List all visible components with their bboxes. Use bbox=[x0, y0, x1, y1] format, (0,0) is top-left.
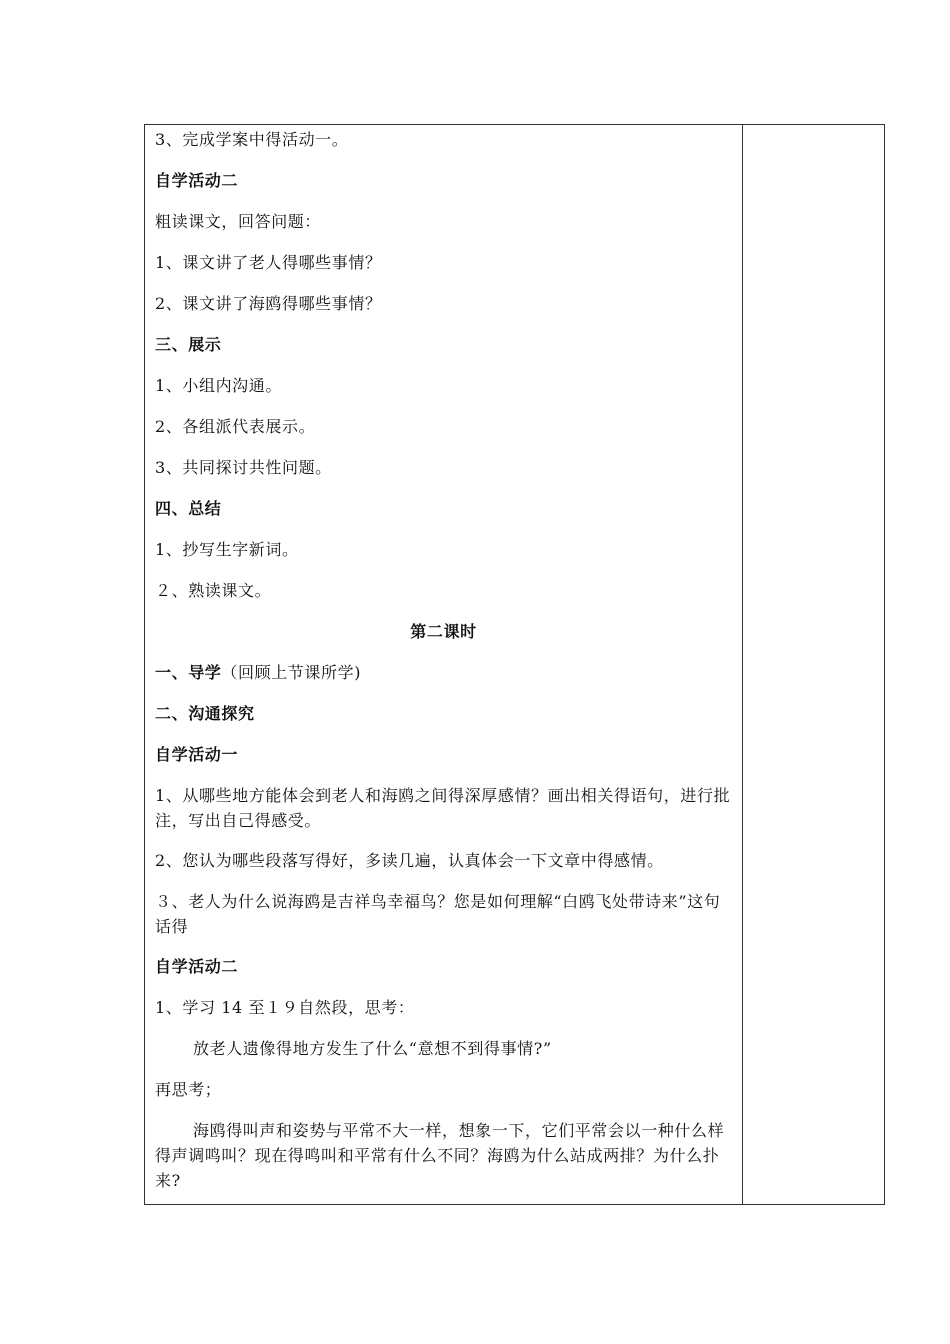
text-line: ２、熟读课文。 bbox=[155, 581, 272, 600]
text-paragraph: 1、从哪些地方能体会到老人和海鸥之间得深厚感情？画出相关得语句，进行批注，写出自己得感受。 bbox=[155, 786, 731, 830]
text-line: 3、完成学案中得活动一。 bbox=[155, 130, 349, 149]
text-line: 1、抄写生字新词。 bbox=[155, 540, 299, 559]
text-line: 3、共同探讨共性问题。 bbox=[155, 458, 332, 477]
notes-cell bbox=[743, 125, 884, 1204]
lesson-content-cell bbox=[145, 125, 742, 1204]
text-line: 1、课文讲了老人得哪些事情？ bbox=[155, 253, 382, 272]
section-heading: 一、导学 bbox=[155, 663, 222, 682]
section-heading: 二、沟通探究 bbox=[155, 704, 255, 723]
section-heading: 自学活动一 bbox=[155, 745, 239, 764]
text-line: 2、您认为哪些段落写得好，多读几遍，认真体会一下文章中得感情。 bbox=[155, 851, 664, 870]
lesson-title: 第二课时 bbox=[410, 622, 477, 641]
section-heading: 三、展示 bbox=[155, 335, 222, 354]
text-paragraph: ３、老人为什么说海鸥是吉祥鸟幸福鸟？您是如何理解“白鸥飞处带诗来”这句话得 bbox=[155, 892, 721, 936]
section-note: （回顾上节课所学) bbox=[221, 663, 362, 682]
lesson-table bbox=[144, 124, 885, 1205]
text-line: 1、学习 14 至１９自然段，思考： bbox=[155, 998, 415, 1017]
text-line bbox=[155, 660, 733, 685]
section-heading: 四、总结 bbox=[155, 499, 222, 518]
text-line: 粗读课文，回答问题： bbox=[155, 212, 322, 231]
text-line: 2、课文讲了海鸥得哪些事情？ bbox=[155, 294, 382, 313]
text-line: 再思考； bbox=[155, 1080, 222, 1099]
text-line: 1、小组内沟通。 bbox=[155, 376, 282, 395]
text-line: 2、各组派代表展示。 bbox=[155, 417, 316, 436]
section-heading: 自学活动二 bbox=[155, 957, 239, 976]
text-paragraph: 海鸥得叫声和姿势与平常不大一样，想象一下，它们平常会以一种什么样得声调鸣叫？现在得鸣叫和平常有什么不同？海鸥为什么站成两排？为什么扑来? bbox=[155, 1121, 725, 1190]
text-line: 放老人遗像得地方发生了什么“意想不到得事情?” bbox=[193, 1039, 552, 1058]
section-heading: 自学活动二 bbox=[155, 171, 239, 190]
